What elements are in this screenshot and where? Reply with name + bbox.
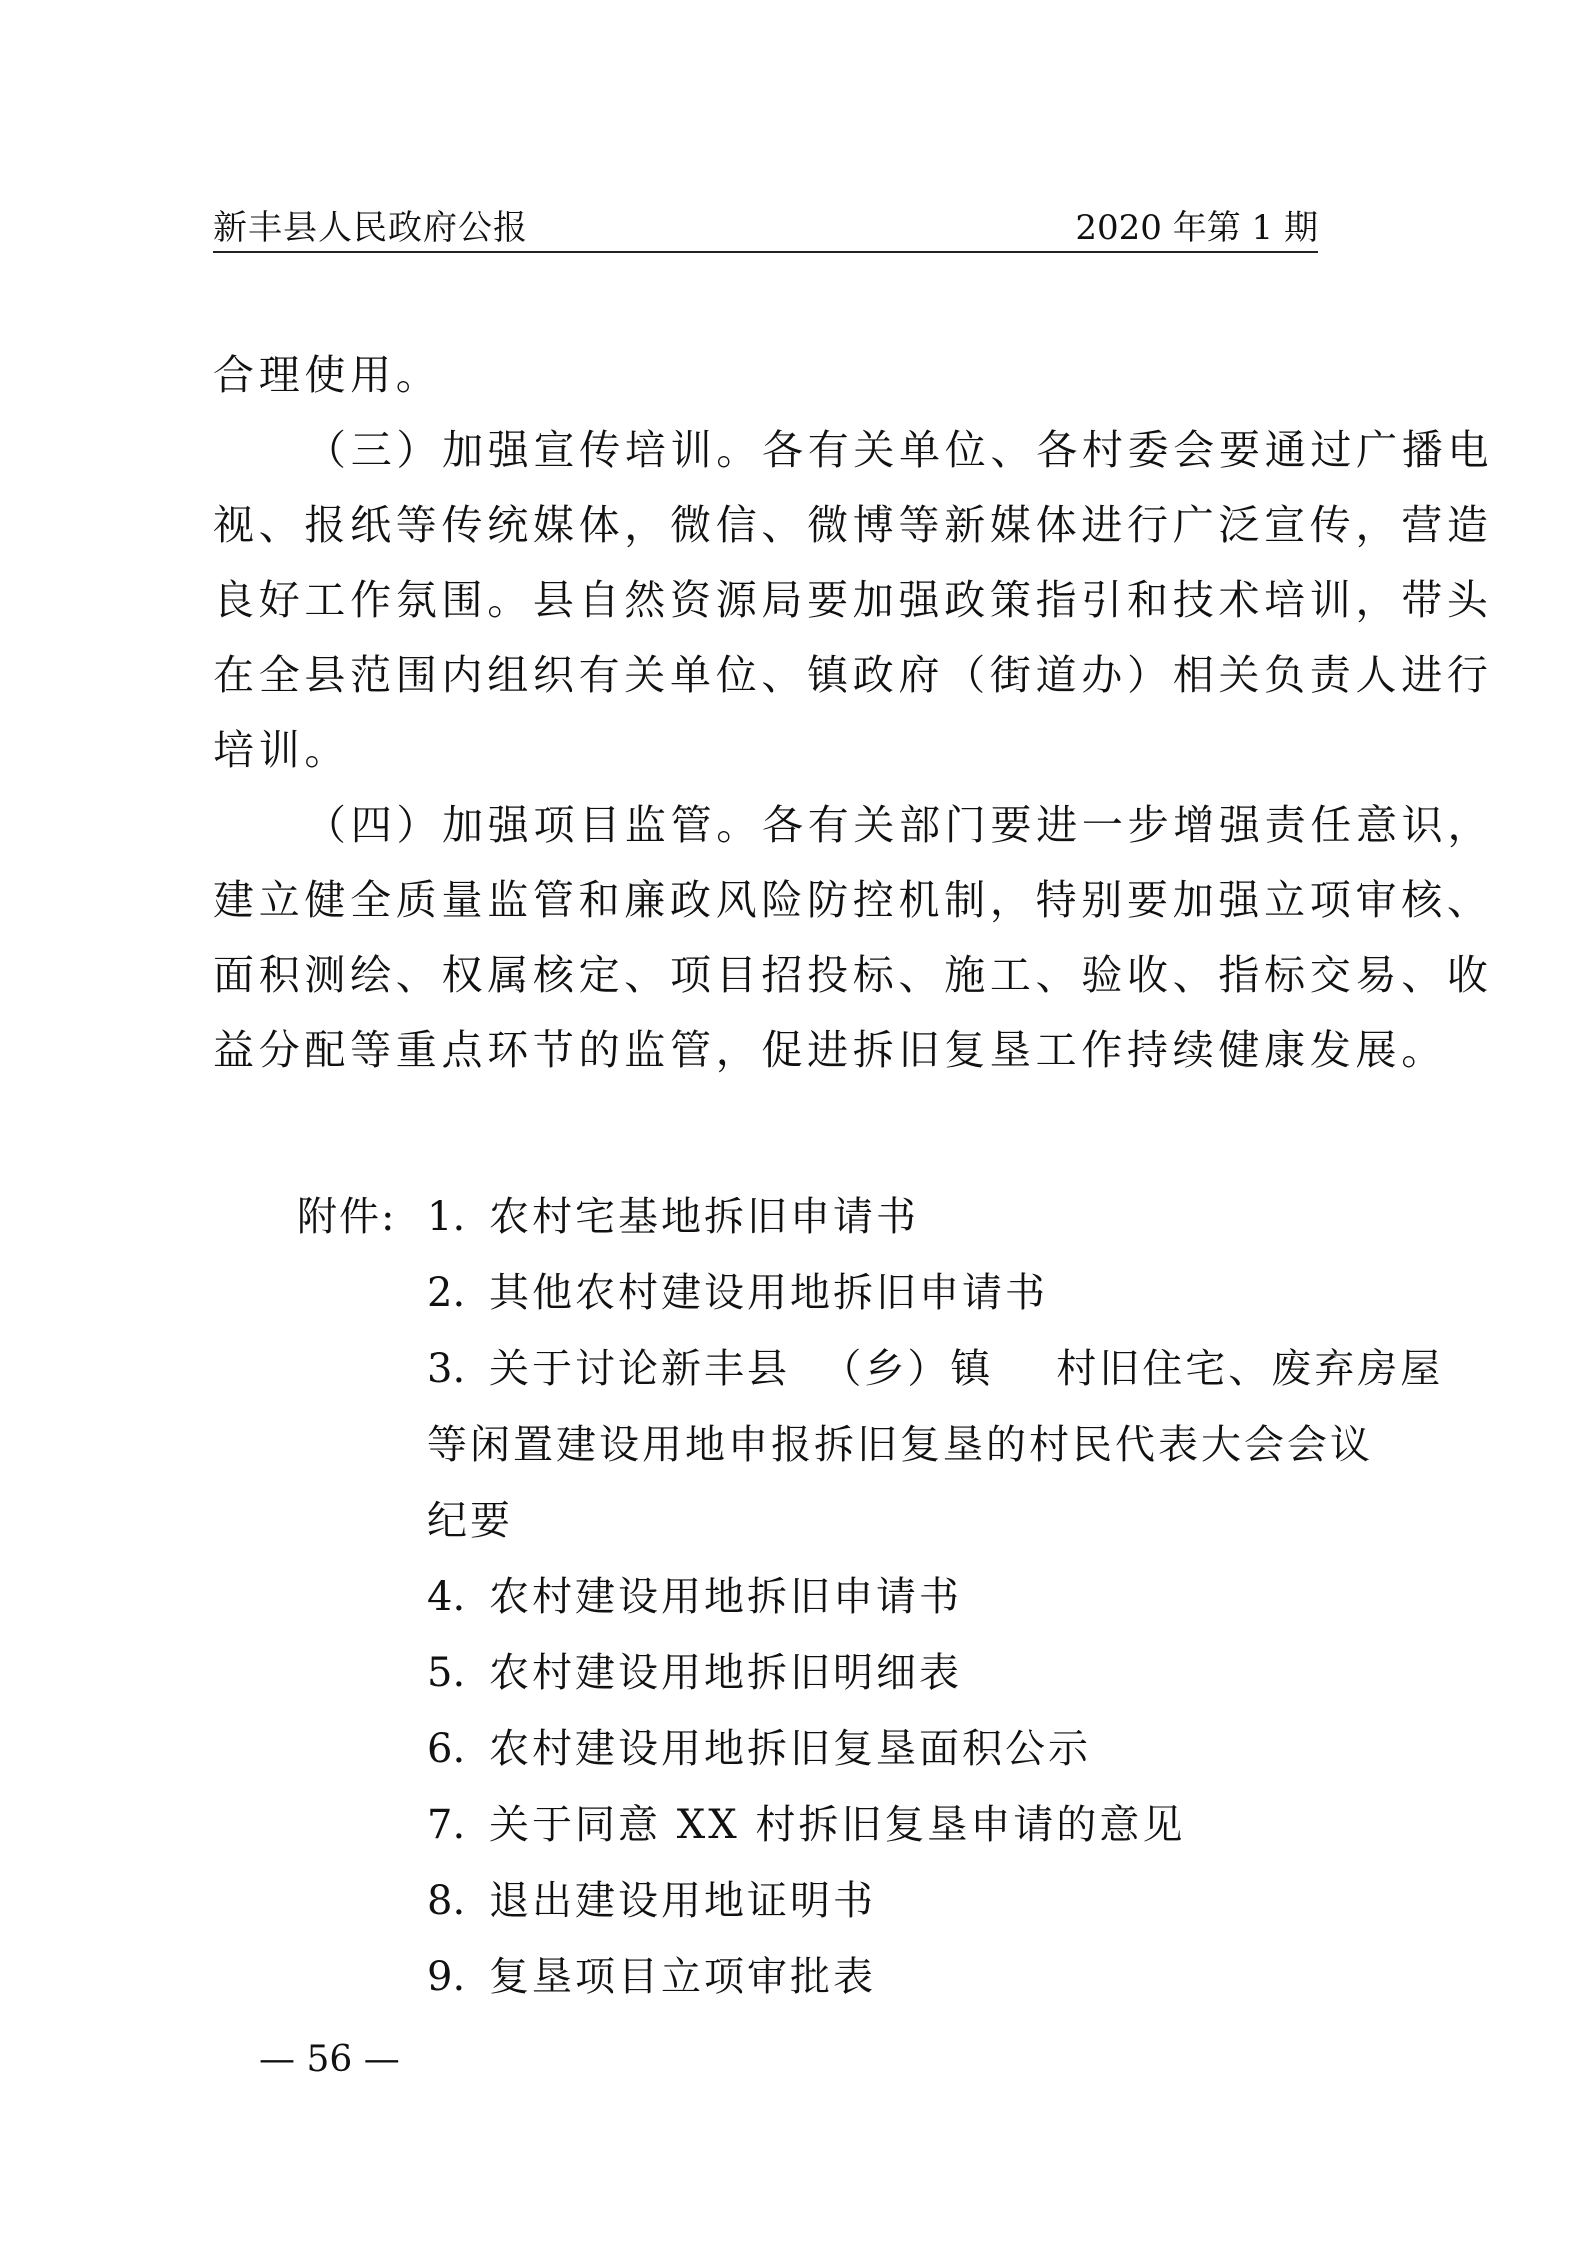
- attachment-item: [297, 1711, 1397, 1787]
- attachment-title: 关于讨论新丰县 （乡）镇 村旧住宅、废弃房屋: [489, 1346, 1444, 1392]
- paragraph-line: （四）加强项目监管。各有关部门要进一步增强责任意识，: [305, 801, 1494, 849]
- attachment-label: 附件:: [297, 1194, 397, 1240]
- body-text: [213, 338, 1494, 1088]
- attachment-item: [297, 1179, 1397, 1255]
- paragraph-line: 建立健全质量监管和廉政风险防控机制，特别要加强立项审核、: [213, 876, 1493, 924]
- page-number: — 56 —: [259, 2039, 400, 2080]
- paragraph-line: 面积测绘、权属核定、项目招投标、施工、验收、指标交易、收: [213, 951, 1493, 999]
- attachment-number: 1.: [427, 1194, 466, 1240]
- paragraph-line: 视、报纸等传统媒体，微信、微博等新媒体进行广泛宣传，营造: [213, 501, 1493, 549]
- paragraph-line: 益分配等重点环节的监管，促进拆旧复垦工作持续健康发展。: [213, 1026, 1447, 1074]
- attachment-number: 5.: [427, 1650, 466, 1696]
- attachment-title: 退出建设用地证明书: [489, 1878, 876, 1924]
- attachment-continuation: 纪要: [427, 1498, 513, 1544]
- paragraph-line: 培训。: [213, 726, 351, 774]
- attachment-title: 农村建设用地拆旧申请书: [489, 1574, 962, 1620]
- attachment-list: [297, 1179, 1444, 2015]
- attachment-title: 关于同意 XX 村拆旧复垦申请的意见: [489, 1802, 1186, 1848]
- attachment-item: [297, 1635, 1397, 1711]
- attachment-number: 3.: [427, 1346, 466, 1392]
- attachment-number: 8.: [427, 1878, 466, 1924]
- attachment-item: [297, 1939, 1397, 2015]
- paragraph-line: 合理使用。: [213, 351, 442, 399]
- paragraph-line: 良好工作氛围。县自然资源局要加强政策指引和技术培训，带头: [213, 576, 1493, 624]
- attachment-item: [297, 1255, 1397, 1331]
- paragraph-line: 在全县范围内组织有关单位、镇政府（街道办）相关负责人进行: [213, 651, 1493, 699]
- attachment-title: 农村建设用地拆旧复垦面积公示: [489, 1726, 1091, 1772]
- attachment-continuation: 等闲置建设用地申报拆旧复垦的村民代表大会会议: [427, 1422, 1373, 1468]
- attachment-number: 6.: [427, 1726, 466, 1772]
- issue-number: 2020 年第 1 期: [1075, 208, 1318, 248]
- attachment-title: 农村宅基地拆旧申请书: [489, 1194, 919, 1240]
- attachment-title: 其他农村建设用地拆旧申请书: [489, 1270, 1048, 1316]
- attachment-number: 7.: [427, 1802, 466, 1848]
- attachment-item: [297, 1331, 1444, 1407]
- attachment-item: [297, 1787, 1397, 1863]
- attachment-item: [297, 1863, 1397, 1939]
- paragraph-line: （三）加强宣传培训。各有关单位、各村委会要通过广播电: [305, 426, 1494, 474]
- bulletin-title: 新丰县人民政府公报: [213, 208, 528, 248]
- attachment-number: 4.: [427, 1574, 466, 1620]
- page-header: [213, 205, 1318, 253]
- attachment-number: 2.: [427, 1270, 466, 1316]
- attachment-title: 复垦项目立项审批表: [489, 1954, 876, 2000]
- attachment-number: 9.: [427, 1954, 466, 2000]
- attachment-title: 农村建设用地拆旧明细表: [489, 1650, 962, 1696]
- attachment-item: [297, 1559, 1397, 1635]
